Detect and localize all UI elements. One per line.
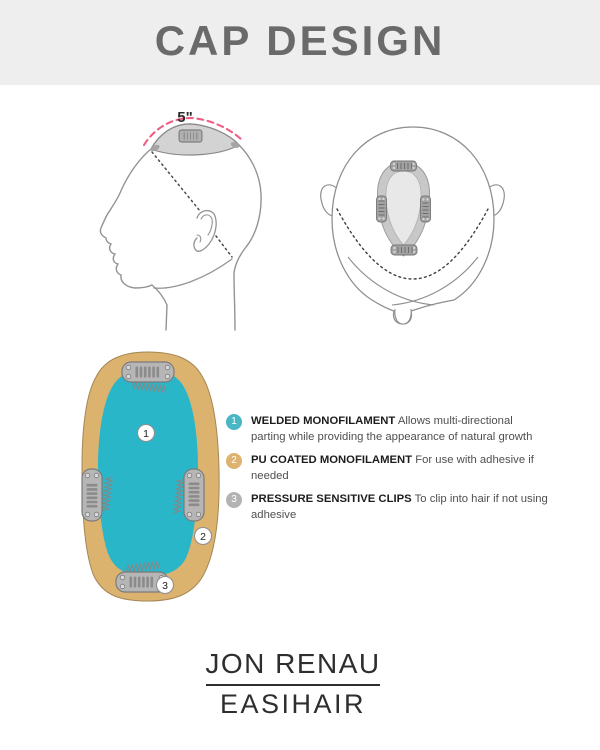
- legend-item-text: [251, 413, 550, 446]
- brand-logo: [193, 648, 393, 720]
- legend-term: PU COATED MONOFILAMENT: [251, 453, 413, 466]
- legend-item-text: [251, 452, 550, 485]
- marker-1: [138, 425, 155, 442]
- top-clip-icon: [391, 161, 417, 171]
- side-profile-figure: [84, 107, 306, 335]
- legend-item-welded-monofilament: [226, 413, 550, 446]
- brand-name-line1: JON RENAU: [205, 648, 381, 679]
- ear-outline: [194, 211, 216, 252]
- marker-3: [157, 577, 174, 594]
- jaw-line: [154, 259, 232, 288]
- head-outline-front: [100, 149, 167, 330]
- marker-1-label: 1: [143, 428, 149, 440]
- brand-divider-line: [206, 684, 380, 686]
- legend-description: To clip into hair if not using adhesive: [251, 492, 548, 521]
- nose-outline: [395, 309, 411, 324]
- legend-description: For use with adhesive if needed: [251, 453, 534, 483]
- legend-term: PRESSURE SENSITIVE CLIPS: [251, 492, 412, 505]
- cap-detail-figure: [78, 349, 226, 611]
- left-clip-icon: [377, 196, 387, 222]
- marker-3-label: 3: [162, 580, 168, 592]
- legend: [226, 413, 550, 529]
- legend-description: Allows multi-directional parting while providing the appearance of natural growth: [251, 415, 533, 444]
- legend-number-badge-3: 3: [226, 492, 242, 508]
- top-view-figure: [315, 119, 511, 331]
- cap-monofilament-area: [98, 369, 198, 576]
- brand-name-line2: EASIHAIR: [219, 689, 367, 719]
- legend-number-badge-2: 2: [226, 453, 242, 469]
- clip-side-view-icon: [179, 130, 202, 142]
- legend-item-text: [251, 491, 550, 524]
- legend-number-badge-1: 1: [226, 414, 242, 430]
- marker-2: [195, 528, 212, 545]
- bottom-clip-icon: [391, 245, 417, 255]
- legend-item-pu-coated: [226, 452, 550, 485]
- legend-term: WELDED MONOFILAMENT: [251, 415, 396, 427]
- marker-2-label: 2: [200, 531, 206, 543]
- legend-item-pressure-clips: [226, 491, 550, 524]
- page-title: CAP DESIGN: [154, 16, 446, 64]
- parting-dotted-line: [152, 152, 200, 211]
- measurement-label: 5": [177, 109, 193, 126]
- band-dotted-line: [216, 236, 232, 257]
- right-clip-icon: [421, 196, 431, 222]
- header-bar: [0, 0, 600, 85]
